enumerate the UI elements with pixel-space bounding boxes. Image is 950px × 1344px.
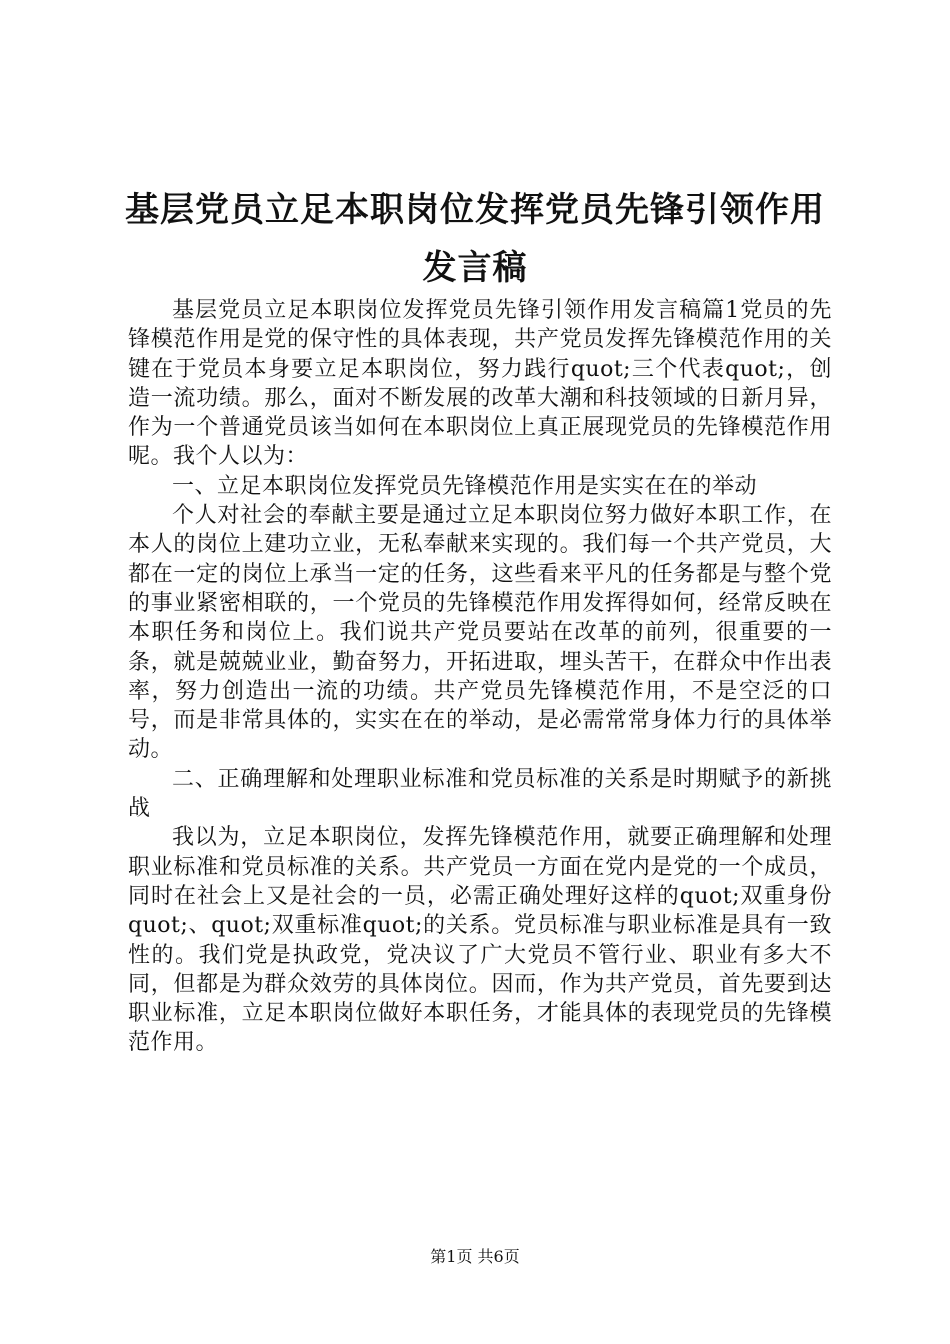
document-title-line-2: 发言稿 (422, 248, 528, 288)
paragraph-section-2: 我以为，立足本职岗位，发挥先锋模范作用，就要正确理解和处理职业标准和党员标准的关系。共产党员一方面在党内是党的一个成员，同时在社会上又是社会的一员，必需正确处理好这样的quot;双重身份quot;、quot;双重标准quot;的关系。党员标准与职业标准是具有一致性的。我们党是执政党，党决议了广大党员不管行业、职业有多大不同，但都是为群众效劳的具体岗位。因而，作为共产党员，首先要到达职业标准，立足本职岗位做好本职任务，才能具体的表现党员的先锋模范作用。 (128, 825, 832, 1056)
section-heading-1: 一、立足本职岗位发挥党员先锋模范作用是实实在在的举动 (172, 473, 758, 499)
paragraph-section-1: 个人对社会的奉献主要是通过立足本职岗位努力做好本职工作，在本人的岗位上建功立业，无私奉献来实现的。我们每一个共产党员，大都在一定的岗位上承当一定的任务，这些看来平凡的任务都是与整个党的事业紧密相联的，一个党员的先锋模范作用发挥得如何，经常反映在本职任务和岗位上。我们说共产党员要站在改革的前列，很重要的一条，就是兢兢业业，勤奋努力，开拓进取，埋头苦干，在群众中作出表率，努力创造出一流的功绩。共产党员先锋模范作用，不是空泛的口号，而是非常具体的，实实在在的举动，是必需常常身体力行的具体举动。 (128, 503, 832, 763)
paragraph-intro: 基层党员立足本职岗位发挥党员先锋引领作用发言稿篇1党员的先锋模范作用是党的保守性的具体表现，共产党员发挥先锋模范作用的关键在于党员本身要立足本职岗位，努力践行quot;三个代表quot;，创造一流功绩。那么，面对不断发展的改革大潮和科技领域的日新月异，作为一个普通党员该当如何在本职岗位上真正展现党员的先锋模范作用呢。我个人以为： (128, 298, 832, 470)
document-title-line-1: 基层党员立足本职岗位发挥党员先锋引领作用 (125, 190, 825, 230)
document-body (128, 296, 832, 1058)
page-number-footer: 第1页 共6页 (430, 1247, 520, 1266)
section-heading-2: 二、正确理解和处理职业标准和党员标准的关系是时期赋予的新挑战 (128, 766, 832, 822)
